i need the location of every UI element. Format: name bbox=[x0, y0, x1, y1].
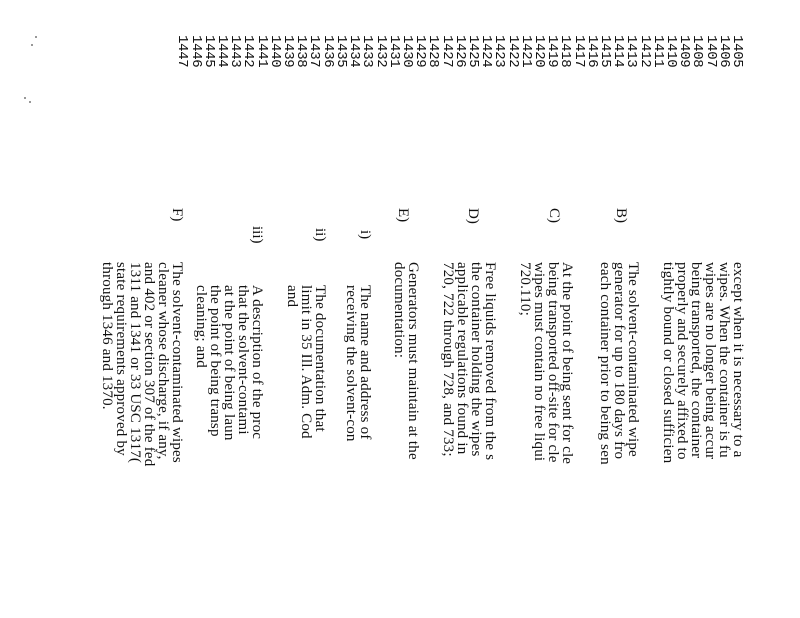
item-marker-i: i) bbox=[357, 230, 373, 240]
text-line-1407: wipes are no longer being accur bbox=[702, 262, 718, 460]
line-number: 1427 bbox=[438, 35, 455, 68]
line-number: 1436 bbox=[319, 35, 336, 68]
line-number: 1406 bbox=[715, 35, 732, 68]
text-line-1439: the point of being transp bbox=[207, 285, 223, 437]
text-line-1442: The solvent-contaminated wipes bbox=[169, 262, 185, 463]
line-number: 1432 bbox=[372, 35, 389, 68]
line-number: 1426 bbox=[451, 35, 468, 68]
text-line-1432: The documentation that bbox=[312, 285, 328, 432]
text-line-1444: and 402 or section 307 of the fed bbox=[141, 262, 157, 467]
item-marker-b: B) bbox=[613, 208, 629, 223]
line-number: 1434 bbox=[346, 35, 363, 68]
line-number: 1435 bbox=[332, 35, 349, 68]
text-line-1414: each container prior to being sen bbox=[597, 262, 613, 465]
line-number: 1442 bbox=[240, 35, 257, 68]
line-number: 1422 bbox=[504, 35, 521, 68]
line-number: 1425 bbox=[464, 35, 481, 68]
line-number: 1433 bbox=[359, 35, 376, 68]
line-number: 1405 bbox=[729, 35, 745, 68]
line-number: 1437 bbox=[306, 35, 323, 68]
text-line-1418: wipes must contain no free liqui bbox=[531, 262, 547, 462]
text-line-1446: state requirements approved by bbox=[113, 262, 129, 456]
text-line-1419: 720.110; bbox=[517, 262, 533, 316]
line-number: 1440 bbox=[266, 35, 283, 68]
text-line-1429: The name and address of bbox=[357, 285, 373, 440]
text-line-1443: cleaner whose discharge, if any, bbox=[155, 262, 171, 460]
text-line-1406: wipes. When the container is fu bbox=[716, 262, 732, 458]
text-line-1440: cleaning; and bbox=[193, 285, 209, 368]
scan-speck bbox=[31, 44, 33, 46]
text-line-1426: Generators must maintain at the bbox=[405, 262, 421, 460]
text-line-1412: The solvent-contaminated wipe bbox=[625, 262, 641, 457]
line-number: 1439 bbox=[280, 35, 297, 68]
line-number: 1423 bbox=[491, 35, 508, 68]
text-line-1437: that the solvent-contami bbox=[235, 285, 251, 435]
text-line-1408: being transported, the container bbox=[688, 262, 704, 459]
line-number: 1414 bbox=[610, 35, 627, 68]
item-marker-ii: ii) bbox=[312, 228, 328, 242]
text-line-1424: 720, 722 through 728, and 733; bbox=[440, 262, 456, 457]
text-line-1416: At the point of being sent for cle bbox=[559, 262, 575, 465]
line-number: 1409 bbox=[676, 35, 693, 68]
line-number: 1424 bbox=[478, 35, 495, 68]
line-number: 1418 bbox=[557, 35, 574, 68]
text-line-1421: Free liquids removed from the s bbox=[482, 262, 498, 461]
text-line-1423: applicable regulations found in bbox=[454, 262, 470, 455]
text-line-1413: generator for up to 180 days fro bbox=[611, 262, 627, 460]
line-number: 1444 bbox=[214, 35, 231, 68]
line-number: 1411 bbox=[649, 35, 666, 68]
line-number-column bbox=[175, 35, 743, 67]
text-line-1433: limit in 35 Ill. Adm. Cod bbox=[298, 285, 314, 439]
line-number: 1419 bbox=[544, 35, 561, 68]
line-number: 1430 bbox=[398, 35, 415, 68]
text-line-1438: at the point of being laun bbox=[221, 285, 237, 441]
text-line-1410: tightly bound or closed sufficien bbox=[660, 262, 676, 464]
text-line-1447: through 1346 and 1370. bbox=[99, 262, 115, 410]
scan-speck bbox=[24, 97, 26, 99]
line-number: 1410 bbox=[662, 35, 679, 68]
line-number: 1445 bbox=[200, 35, 217, 68]
text-line-1417: being transported off-site for cle bbox=[545, 262, 561, 463]
line-number: 1412 bbox=[636, 35, 653, 68]
line-number: 1447 bbox=[174, 35, 191, 68]
line-number: 1416 bbox=[583, 35, 600, 68]
item-marker-c: C) bbox=[546, 208, 562, 223]
line-number: 1428 bbox=[425, 35, 442, 68]
scan-speck bbox=[35, 36, 37, 38]
line-number: 1407 bbox=[702, 35, 719, 68]
line-number: 1431 bbox=[385, 35, 402, 68]
line-number: 1443 bbox=[227, 35, 244, 68]
text-line-1445: 1311 and 1341 or 33 USC 1317( bbox=[127, 262, 143, 464]
item-marker-e: E) bbox=[395, 208, 411, 223]
line-number: 1408 bbox=[689, 35, 706, 68]
item-marker-d: D) bbox=[465, 208, 481, 224]
line-number: 1421 bbox=[517, 35, 534, 68]
text-line-1409: properly and securely affixed to bbox=[674, 262, 690, 460]
text-line-1405: except when it is necessary to a bbox=[730, 262, 746, 458]
line-number: 1413 bbox=[623, 35, 640, 68]
scan-speck bbox=[29, 101, 31, 103]
text-line-1436: A description of the proc bbox=[249, 285, 265, 440]
text-line-1430: receiving the solvent-con bbox=[343, 285, 359, 442]
line-number: 1415 bbox=[596, 35, 613, 68]
line-number: 1420 bbox=[530, 35, 547, 68]
line-number: 1417 bbox=[570, 35, 587, 68]
line-number: 1441 bbox=[253, 35, 270, 68]
text-line-1434: and bbox=[284, 285, 300, 308]
item-marker-iii: iii) bbox=[249, 226, 265, 244]
line-number: 1438 bbox=[293, 35, 310, 68]
text-line-1422: the container holding the wipes bbox=[468, 262, 484, 457]
item-marker-f: F) bbox=[169, 208, 185, 222]
line-number: 1429 bbox=[412, 35, 429, 68]
line-number: 1446 bbox=[187, 35, 204, 68]
text-line-1427: documentation: bbox=[391, 262, 407, 359]
